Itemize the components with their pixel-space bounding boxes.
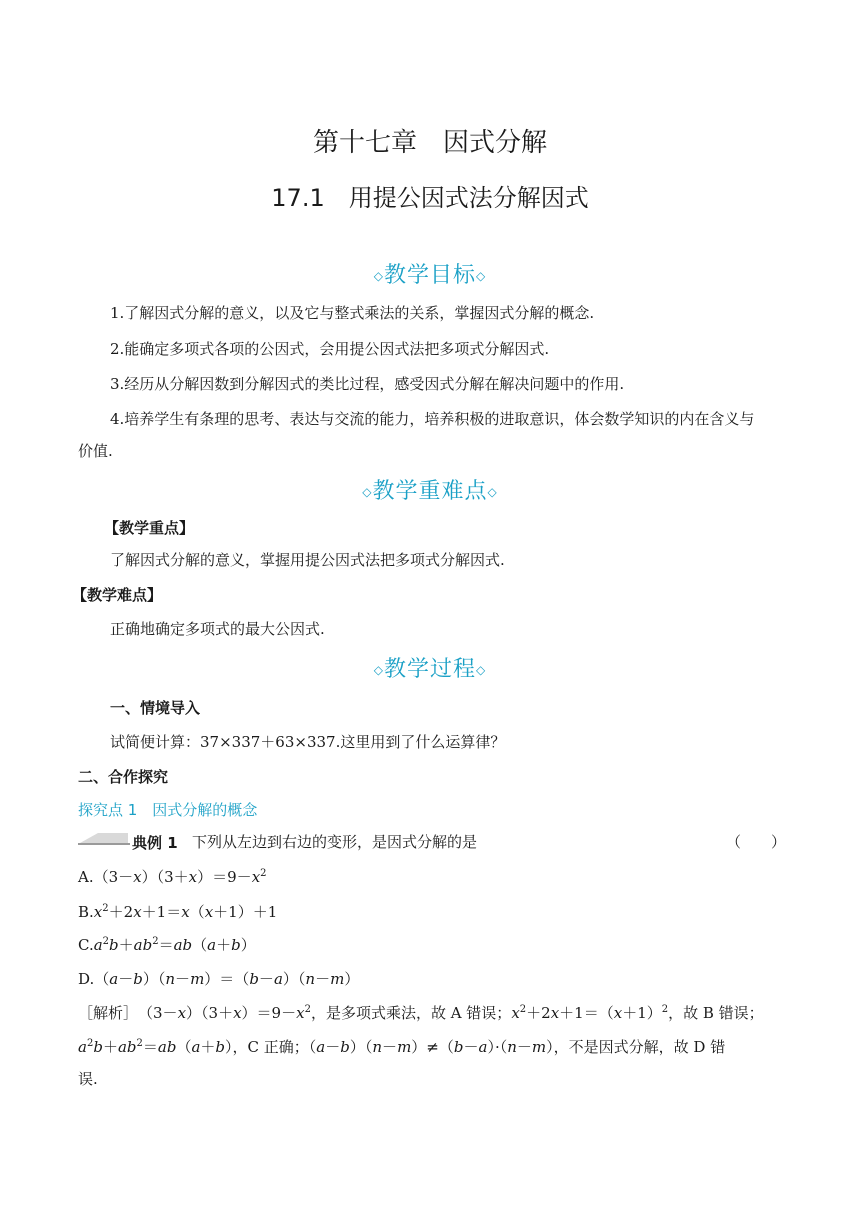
option-a: $A.(3-x)(3+x)=9-x^2$ <box>78 868 267 886</box>
analysis-line-1: ［解析］ $(3-x)(3+x)=9-x^2$，是多项式乘法，故 A 错误；$x^2+2x+1=(x+1)^2$，故 B 错误； <box>78 1004 764 1022</box>
diamond-icon: ◇ <box>362 485 373 499</box>
option-b: $B.x^2+2x+1=x(x+1)+1$ <box>78 903 278 921</box>
diamond-icon: ◇ <box>487 485 498 499</box>
goal-4-cont: 价值. <box>78 442 113 460</box>
point1-heading: 探究点 1 因式分解的概念 <box>78 801 258 819</box>
banner-goals <box>0 258 860 289</box>
diamond-icon: ◇ <box>373 269 384 283</box>
chapter-title: 第十七章 因式分解 <box>312 128 547 158</box>
example-paren: （ ） <box>726 833 787 851</box>
part2-heading: 二、合作探究 <box>78 768 169 786</box>
section-title: 17.1 用提公因式法分解因式 <box>271 184 589 212</box>
diamond-icon: ◇ <box>476 269 487 283</box>
part1-heading: 一、情境导入 <box>110 699 201 717</box>
part1-text: 试简便计算：37×337＋63×337.这里用到了什么运算律？ <box>110 733 506 751</box>
option-c: $C.a^2b+ab^2=ab(a+b)$ <box>78 936 256 954</box>
example-badge-icon <box>78 829 130 845</box>
goal-1: 1.了解因式分解的意义，以及它与整式乘法的关系，掌握因式分解的概念. <box>110 304 595 322</box>
example-label: 典例 1 <box>132 834 178 852</box>
banner-key-points <box>0 474 860 505</box>
goal-2: 2.能确定多项式各项的公因式，会用提公因式法把多项式分解因式. <box>110 340 550 358</box>
option-d: D.（a－b）（n－m）＝（b－a）（n－m） <box>78 970 360 988</box>
banner-key-text: 教学重难点 <box>372 479 488 504</box>
difficulty-text: 正确地确定多项式的最大公因式. <box>110 620 325 638</box>
banner-process <box>0 652 860 683</box>
focus-text: 了解因式分解的意义，掌握用提公因式法把多项式分解因式. <box>110 551 505 569</box>
analysis-label: ［解析］ <box>78 1004 131 1022</box>
focus-label: 【教学重点】 <box>104 519 195 537</box>
analysis-line-2: $a^2b+ab^2=ab(a+b)$，C 正确；（a－b）（n－m）≠（b－a）·（n－m），不是因式分解，故 D 错 <box>78 1038 726 1056</box>
goal-4: 4.培养学生有条理的思考、表达与交流的能力，培养积极的进取意识，体会数学知识的内在含义与 <box>110 410 755 428</box>
banner-process-text: 教学过程 <box>383 657 476 682</box>
diamond-icon: ◇ <box>373 663 384 677</box>
goal-3: 3.经历从分解因数到分解因式的类比过程，感受因式分解在解决问题中的作用. <box>110 375 625 393</box>
banner-goals-text: 教学目标 <box>383 263 476 288</box>
diamond-icon: ◇ <box>476 663 487 677</box>
example-question: 下列从左边到右边的变形，是因式分解的是 <box>192 833 478 851</box>
difficulty-label: 【教学难点】 <box>72 586 163 604</box>
analysis-line-3: 误. <box>78 1070 98 1088</box>
